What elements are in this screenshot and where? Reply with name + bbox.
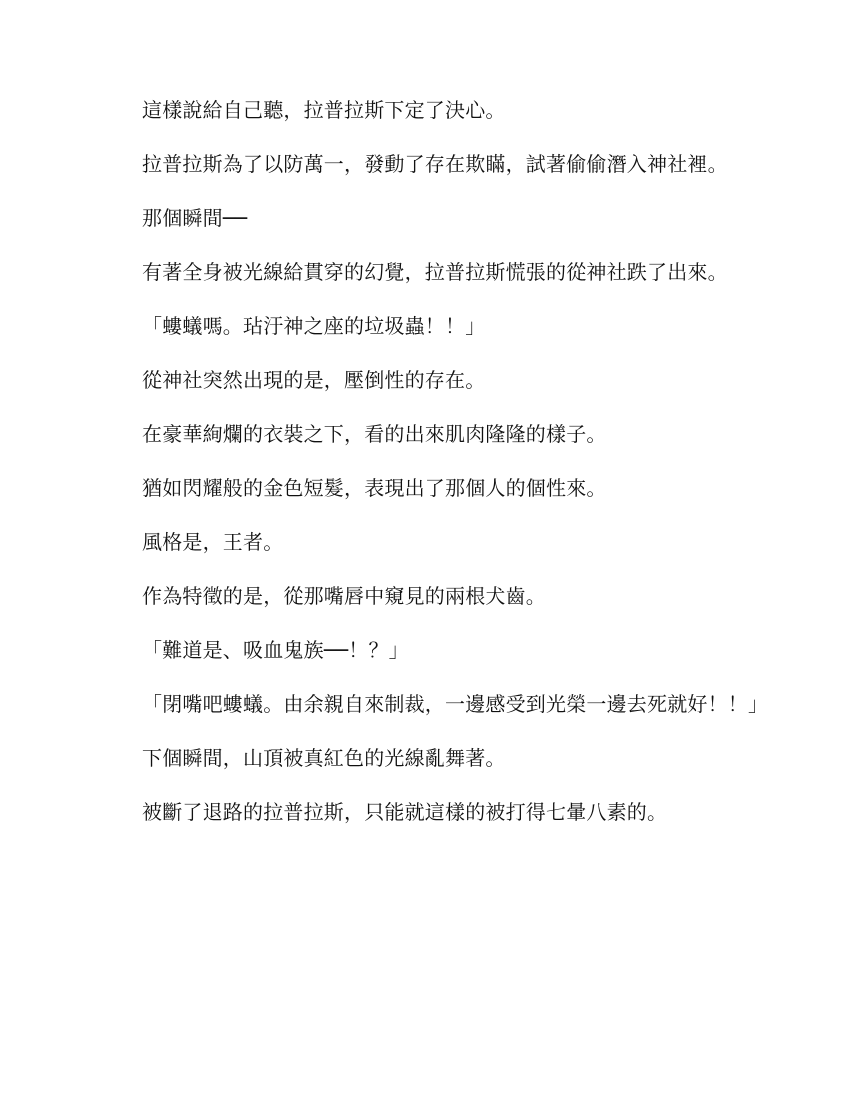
paragraph-1: 這樣說給自己聽，拉普拉斯下定了決心。 [142, 98, 506, 122]
paragraph-8: 猶如閃耀般的金色短髮，表現出了那個人的個性來。 [142, 476, 607, 500]
paragraph-9: 風格是，王者。 [142, 530, 284, 554]
paragraph-5: 「螻蟻嗎。玷汙神之座的垃圾蟲！！」 [142, 314, 486, 338]
paragraph-2: 拉普拉斯為了以防萬一，發動了存在欺瞞，試著偷偷潛入神社裡。 [142, 152, 728, 176]
paragraph-13: 下個瞬間，山頂被真紅色的光線亂舞著。 [142, 746, 506, 770]
paragraph-4: 有著全身被光線給貫穿的幻覺，拉普拉斯慌張的從神社跌了出來。 [142, 260, 728, 284]
paragraph-10: 作為特徵的是，從那嘴唇中窺見的兩根犬齒。 [142, 584, 546, 608]
paragraph-7: 在豪華絢爛的衣裝之下，看的出來肌肉隆隆的樣子。 [142, 422, 607, 446]
document-body [102, 95, 769, 851]
paragraph-11: 「難道是、吸血鬼族──！？」 [142, 638, 409, 662]
paragraph-12: 「閉嘴吧螻蟻。由余親自來制裁，一邊感受到光榮一邊去死就好！！」 [142, 692, 769, 716]
paragraph-3: 那個瞬間── [142, 206, 248, 230]
paragraph-6: 從神社突然出現的是，壓倒性的存在。 [142, 368, 486, 392]
paragraph-14: 被斷了退路的拉普拉斯，只能就這樣的被打得七暈八素的。 [142, 800, 668, 824]
